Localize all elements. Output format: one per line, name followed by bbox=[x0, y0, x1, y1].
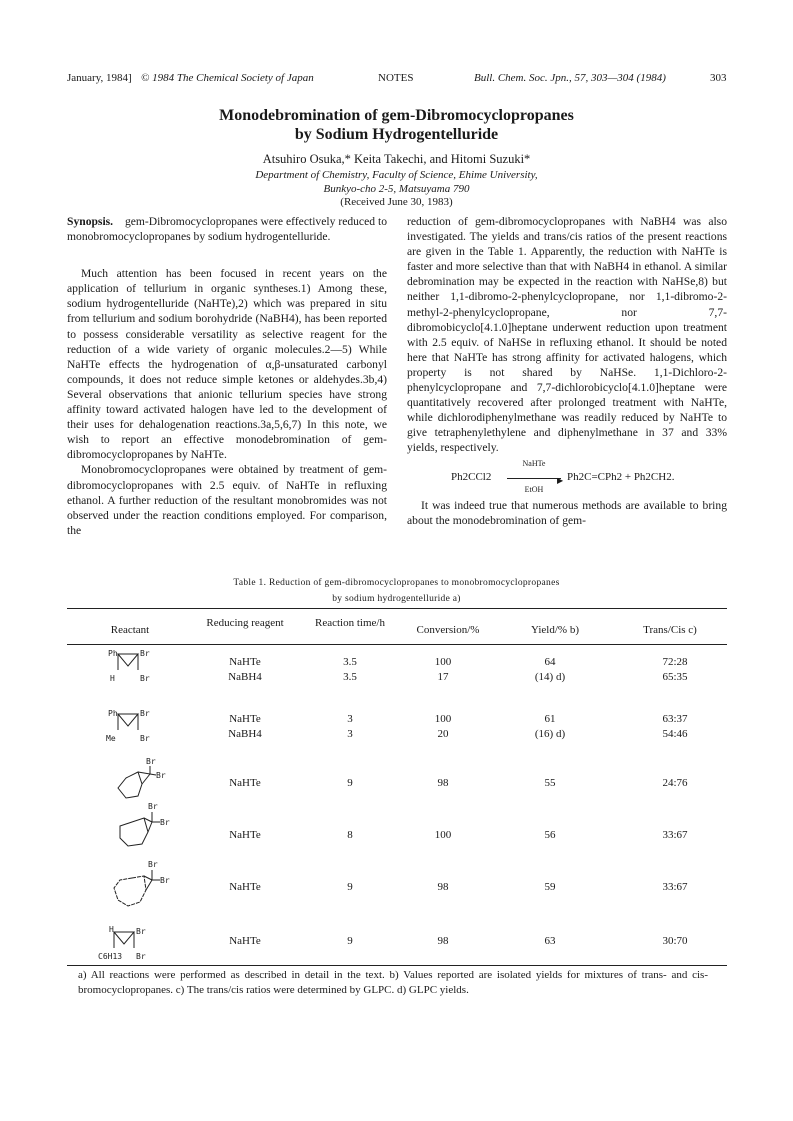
paper-title-line1: Monodebromination of gem-Dibromocyclopropanes bbox=[219, 107, 574, 124]
left-paragraph-1: Much attention has been focused in recent years on the application of tellurium in organic syntheses.1) Among these, sodium hydrogentelluride (NaHTe),2) which was prepared in situ from tellurium and sodium borohydride (NaBH4), has been reported to possess considerable versatility as selective reagent for the reduction of a wide variety of organic molecules.2—5) While NaHTe effects the hydrogenation of α,β-unsaturated carbonyl compounds, it does not reduce simple ketones or aldehydes.3b,4) Several observations that anionic tellurium species have strong affinity toward activated halogen have led to the development of their uses for dehalogenation reactions.3a,5,6,7) In this note, we wish to report an effective monodebromination of gem-dibromocyclopropanes by NaHTe. bbox=[67, 267, 387, 462]
left-paragraph-2: Monobromocyclopropanes were obtained by treatment of gem-dibromocyclopropanes with 2.5 equiv. of NaHTe in refluxing ethanol. A further reduction of the resultant monobromides was not observed under the reaction conditions employed. For comparison, the bbox=[67, 463, 387, 537]
received-date: (Received June 30, 1983) bbox=[340, 196, 453, 208]
label-br: Br bbox=[148, 860, 158, 869]
eq-reagent-under: EtOH bbox=[524, 484, 544, 494]
cell-reagent: NaBH4 bbox=[228, 671, 262, 683]
eq-arrowhead: ▶ bbox=[557, 475, 564, 485]
header-page: 303 bbox=[710, 72, 727, 84]
cell-time: 9 bbox=[347, 881, 353, 893]
cell-conversion: 98 bbox=[437, 881, 449, 893]
cell-yield: 59 bbox=[544, 881, 556, 893]
label-br: Br bbox=[140, 674, 150, 683]
eq-reactant: Ph2CCl2 bbox=[451, 470, 492, 483]
authors: Atsuhiro Osuka,* Keita Takechi, and Hitomi Suzuki* bbox=[262, 152, 531, 166]
left-column bbox=[67, 214, 387, 538]
label-h: H bbox=[110, 674, 115, 683]
eq-reagent-over: NaHTe bbox=[522, 458, 546, 468]
cell-reagent: NaHTe bbox=[229, 656, 261, 668]
cell-yield: (16) d) bbox=[534, 728, 566, 740]
paper-title-line2: by Sodium Hydrogentelluride bbox=[294, 126, 499, 143]
structure-dibromobicyclooctane bbox=[114, 802, 174, 852]
cell-reagent: NaHTe bbox=[229, 829, 261, 841]
cell-reagent: NaHTe bbox=[229, 935, 261, 947]
cell-time: 3 bbox=[347, 713, 353, 725]
right-paragraph-1: reduction of gem-dibromocyclopropanes with NaBH4 was also investigated. The yields and trans/cis ratios of the present reactions are given in the Table 1. Apparently, the reduction with NaHTe is faster and more selective than that with NaBH4 in ethanol. A similar debromination may be expected in the reaction with NaHSe,8) but neither 1,1-dibromo-2-phenylcyclopropane, nor 1,1-dibromo-2-methyl-2-phenylcyclopropane, nor 7,7-dibromobicyclo[4.1.0]heptane underwent reduction upon treatment with 2.5 equiv. of NaHSe in refluxing ethanol. It should be noted here that NaHTe has strong affinity for activated halogens, which property is not shared by NaHSe. 1,1-Dichloro-2-phenylcyclopropane and 7,7-dichlorobicyclo[4.1.0]heptane were quantitatively recovered after prolonged treatment with NaHTe, while dichlorodiphenylmethane was readily reduced by NaHTe to give tetraphenylethylene and diphenylmethane in 37 and 33% yields, respectively. bbox=[407, 215, 727, 455]
table-header-rule bbox=[67, 644, 727, 645]
cell-reagent: NaHTe bbox=[229, 881, 261, 893]
reaction-equation bbox=[407, 456, 727, 498]
structure-dibromo-hexylcyclopropane bbox=[100, 924, 166, 964]
cell-reagent: NaHTe bbox=[229, 777, 261, 789]
affiliation bbox=[0, 168, 793, 196]
cell-yield: 55 bbox=[544, 777, 556, 789]
cell-ratio: 33:67 bbox=[662, 881, 688, 893]
cell-conversion: 20 bbox=[437, 728, 449, 740]
cell-yield: (14) d) bbox=[534, 671, 566, 683]
cell-conversion: 100 bbox=[434, 713, 452, 725]
eq-arrow bbox=[507, 478, 561, 479]
structure-dibromo-phenylcyclopropane bbox=[104, 646, 164, 686]
affiliation-line1: Department of Chemistry, Faculty of Science, Ehime University, bbox=[255, 169, 538, 181]
label-br: Br bbox=[140, 709, 150, 718]
col-header-ratio: Trans/Cis c) bbox=[643, 624, 697, 636]
structure-dibromobicyclononane bbox=[110, 858, 174, 912]
cell-conversion: 17 bbox=[437, 671, 449, 683]
eq-products: Ph2C=CPh2 + Ph2CH2. bbox=[567, 470, 675, 483]
label-br: Br bbox=[148, 802, 158, 811]
label-h: H bbox=[109, 925, 114, 934]
cell-yield: 64 bbox=[544, 656, 556, 668]
cell-conversion: 98 bbox=[437, 777, 449, 789]
label-br: Br bbox=[160, 876, 170, 885]
table-caption-line1: Table 1. Reduction of gem-dibromocyclopropanes to monobromocyclopropanes bbox=[233, 578, 560, 588]
table-caption-line2: by sodium hydrogentelluride a) bbox=[332, 594, 461, 604]
synopsis bbox=[67, 214, 387, 244]
col-header-yield: Yield/% b) bbox=[531, 624, 579, 636]
cell-yield: 61 bbox=[544, 713, 556, 725]
cell-conversion: 100 bbox=[434, 656, 452, 668]
cell-ratio: 63:37 bbox=[662, 713, 688, 725]
cell-reagent: NaBH4 bbox=[228, 728, 262, 740]
label-br: Br bbox=[140, 734, 150, 743]
structure-dibromo-methyl-phenylcyclopropane bbox=[104, 706, 164, 746]
header-section: NOTES bbox=[378, 72, 414, 84]
col-header-reagent: Reducing reagent bbox=[206, 617, 284, 629]
table-top-rule bbox=[67, 608, 727, 609]
cell-yield: 56 bbox=[544, 829, 556, 841]
label-br: Br bbox=[156, 771, 166, 780]
label-br: Br bbox=[146, 757, 156, 766]
cell-reagent: NaHTe bbox=[229, 713, 261, 725]
col-header-conversion: Conversion/% bbox=[416, 624, 480, 636]
cell-time: 3.5 bbox=[343, 671, 357, 683]
label-br: Br bbox=[136, 952, 146, 961]
affiliation-line2: Bunkyo-cho 2-5, Matsuyama 790 bbox=[323, 183, 470, 195]
label-br: Br bbox=[136, 927, 146, 936]
synopsis-label: Synopsis. bbox=[67, 215, 114, 228]
synopsis-text: gem-Dibromocyclopropanes were effectively reduced to monobromocyclopropanes by sodium hydrogentelluride. bbox=[67, 215, 388, 244]
cell-time: 8 bbox=[347, 829, 353, 841]
paper-title bbox=[0, 106, 793, 144]
right-column bbox=[407, 214, 727, 528]
cell-conversion: 98 bbox=[437, 935, 449, 947]
header-journal: Bull. Chem. Soc. Jpn., 57, 303—304 (1984) bbox=[474, 72, 666, 84]
cell-yield: 63 bbox=[544, 935, 556, 947]
col-header-reactant: Reactant bbox=[110, 624, 150, 636]
right-paragraph-2: It was indeed true that numerous methods are available to bring about the monodebromination of gem- bbox=[407, 498, 727, 527]
label-br: Br bbox=[160, 818, 170, 827]
cell-ratio: 24:76 bbox=[662, 777, 688, 789]
cell-time: 3 bbox=[347, 728, 353, 740]
table-bottom-rule bbox=[67, 965, 727, 966]
label-br: Br bbox=[140, 649, 150, 658]
header-date: January, 1984] bbox=[67, 72, 132, 84]
col-header-time: Reaction time/h bbox=[315, 617, 385, 629]
label-me: Me bbox=[106, 734, 116, 743]
table-footnotes: a) All reactions were performed as described in detail in the text. b) Values reported are isolated yields for mixtures of trans- and cis-bromocyclopropanes. c) The trans/cis ratios were determined by GLPC. d) GLPC yields. bbox=[78, 969, 708, 996]
label-ph: Ph bbox=[108, 709, 118, 718]
cell-time: 9 bbox=[347, 777, 353, 789]
cell-ratio: 30:70 bbox=[662, 935, 688, 947]
structure-dibromobicycloheptane bbox=[112, 758, 172, 804]
cell-conversion: 100 bbox=[434, 829, 452, 841]
label-hexyl: C6H13 bbox=[98, 952, 123, 961]
cell-ratio: 72:28 bbox=[662, 656, 688, 668]
cell-time: 9 bbox=[347, 935, 353, 947]
cell-ratio: 65:35 bbox=[662, 671, 688, 683]
header-copyright: © 1984 The Chemical Society of Japan bbox=[141, 72, 314, 84]
cell-time: 3.5 bbox=[343, 656, 357, 668]
cell-ratio: 33:67 bbox=[662, 829, 688, 841]
label-ph: Ph bbox=[108, 649, 118, 658]
cell-ratio: 54:46 bbox=[662, 728, 688, 740]
